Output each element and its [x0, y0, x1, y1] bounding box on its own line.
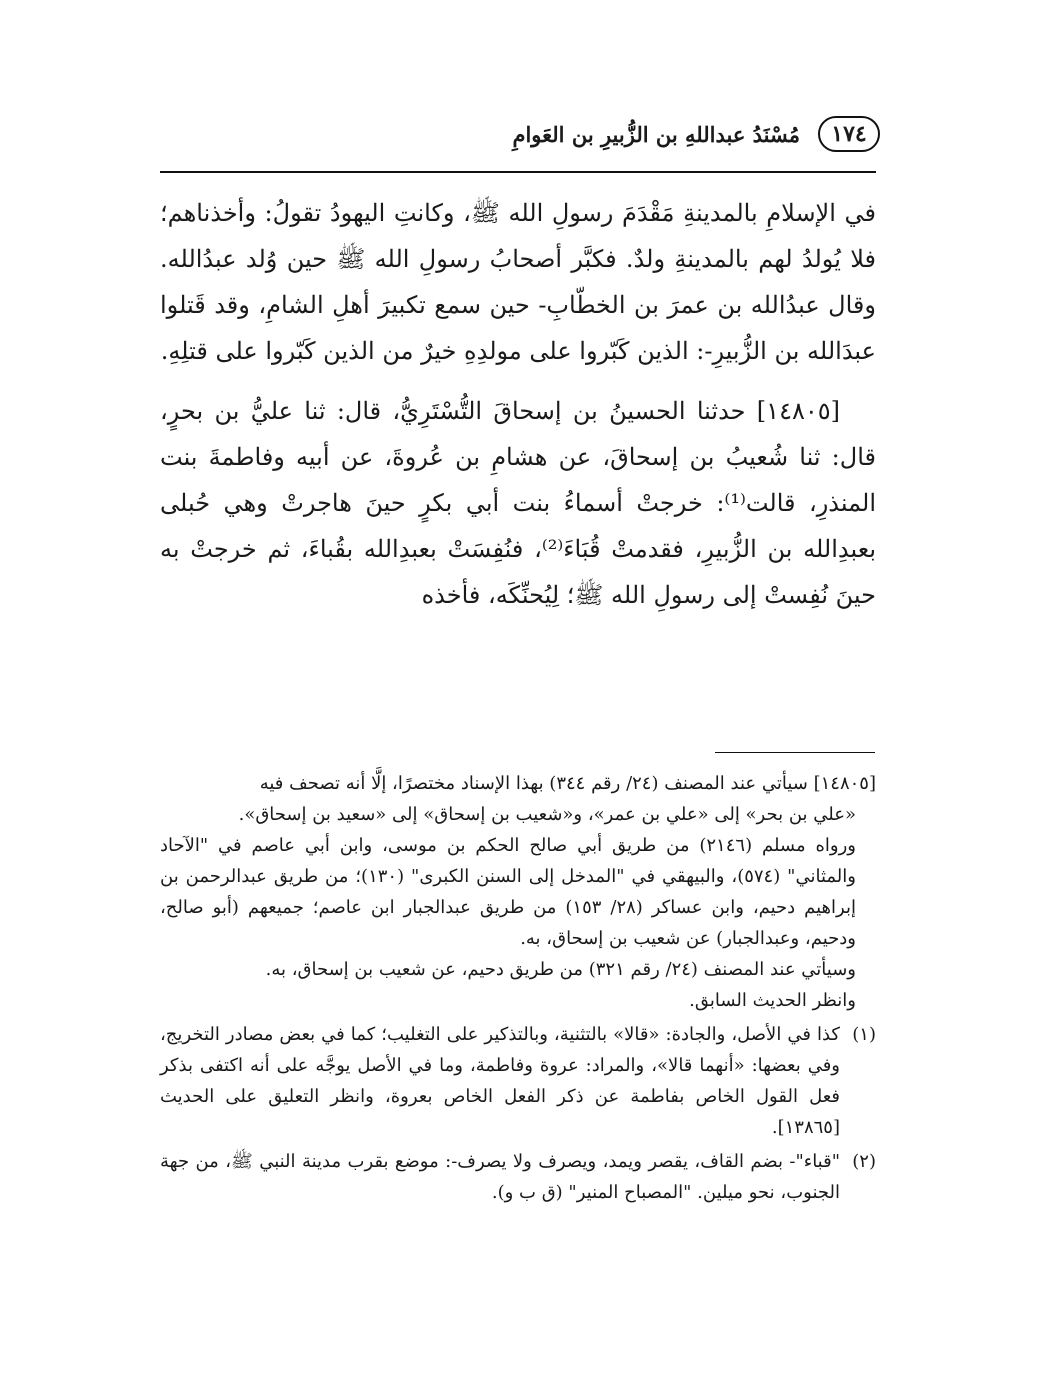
footnote-divider [715, 752, 875, 753]
page-header [160, 112, 880, 156]
footnote-marker: (٢) [852, 1151, 876, 1172]
takhrij-line: «علي بن بحر» إلى «علي بن عمر»، و«شعيب بن إسحاق» إلى «سعيد بن إسحاق». [238, 804, 856, 825]
footnote-2 [160, 1146, 876, 1208]
takhrij-line: ورواه مسلم (٢١٤٦) من طريق أبي صالح الحكم بن موسى، وابن أبي عاصم في "الآحاد والمثاني" (٥٧٤)، والبيهقي في "المدخل إلى السنن الكبرى" (١٣٠)؛ من طريق عبدالرحمن بن إبراهيم دحيم، وابن عساكر (٢٨/ ١٥٣) من طريق عبدالجبار ابن عاصم؛ جميعهم (أبو صالح، ودحيم، وعبدالجبار) عن شعيب بن إسحاق، به. [160, 835, 856, 949]
running-title: مُسْنَدُ عبداللهِ بن الزُّبيرِ بن العَوامِ [512, 121, 800, 147]
takhrij-line: وسيأتي عند المصنف (٢٤/ رقم ٣٢١) من طريق دحيم، عن شعيب بن إسحاق، به. [265, 959, 856, 980]
footnotes [160, 768, 876, 1208]
footnote-text: كذا في الأصل، والجادة: «قالا» بالتثنية، وبالتذكير على التغليب؛ كما في بعض مصادر التخريج، وفي بعضها: «أنهما قالا»، والمراد: عروة وفاطمة، وما في الأصل يوجَّه على أنه اكتفى بذكر فعل القول الخاص بفاطمة عن ذكر الفعل الخاص بعروة، وانظر التعليق على الحديث [١٣٨٦٥]. [160, 1024, 840, 1138]
main-text [160, 190, 876, 618]
footnote-1 [160, 1019, 876, 1143]
page-number: ١٧٤ [818, 116, 880, 152]
main-paragraph-continuation: في الإسلامِ بالمدينةِ مَقْدَمَ رسولِ الله ﷺ، وكانتِ اليهودُ تقولُ: وأخذناهم؛ فلا يُولدُ لهم بالمدينةِ ولدٌ. فكبَّر أصحابُ رسولِ الله ﷺ حين وُلد عبدُالله. وقال عبدُالله بن عمرَ بن الخطّابِ- حين سمع تكبيرَ أهلِ الشامِ، وقد قَتلوا عبدَالله بن الزُّبيرِ-: الذين كَبّروا على مولدِهِ خيرٌ من الذين كَبّروا على قتلِهِ. [160, 199, 876, 365]
takhrij-lead: [١٤٨٠٥] سيأتي عند المصنف (٢٤/ رقم ٣٤٤) بهذا الإسناد مختصرًا، إلَّا أنه تصحف فيه [259, 773, 876, 794]
main-paragraph-hadith: [١٤٨٠٥] حدثنا الحسينُ بن إسحاقَ التُّسْتَرِيُّ، قال: ثنا عليُّ بن بحرٍ، قال: ثنا شُعيبُ بن إسحاقَ، عن هشامِ بن عُروةَ، عن أبيه وفاطمةَ بنت المنذرِ، قالت⁽¹⁾: خرجتْ أسماءُ بنت أبي بكرٍ حينَ هاجرتْ وهي حُبلى بعبدِالله بن الزُّبيرِ، فقدمتْ قُبَاءَ⁽²⁾، فنُفِسَتْ بعبدِالله بقُباءَ، ثم خرجتْ به حينَ نُفِستْ إلى رسولِ الله ﷺ؛ لِيُحنِّكَه، فأخذه [160, 397, 877, 609]
takhrij-line: وانظر الحديث السابق. [689, 990, 856, 1011]
footnote-text: "قباء"- بضم القاف، يقصر ويمد، ويصرف ولا يصرف-: موضع بقرب مدينة النبي ﷺ، من جهة الجنوب، نحو ميلين. "المصباح المنير" (ق ب و). [160, 1151, 840, 1203]
footnote-marker: (١) [852, 1024, 876, 1045]
header-divider [160, 171, 876, 173]
takhrij-note [160, 768, 876, 1016]
